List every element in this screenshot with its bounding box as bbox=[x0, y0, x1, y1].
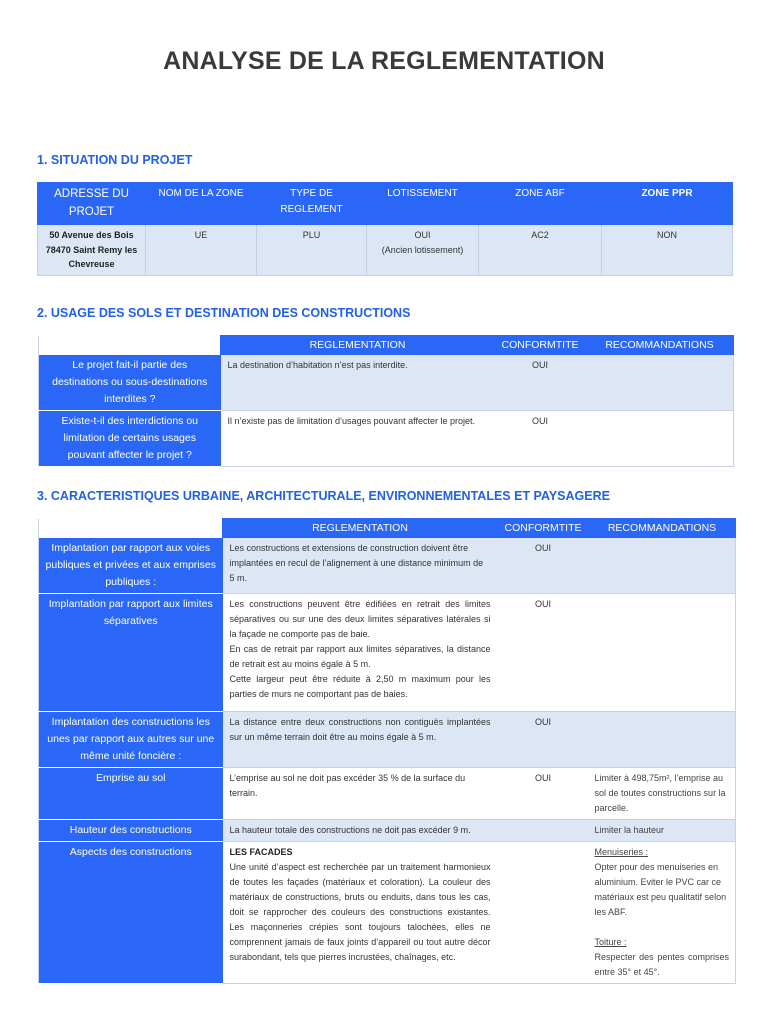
recommendation-paragraph: Respecter des pentes comprises entre 35° et 45°. bbox=[594, 951, 729, 977]
regulation-paragraph: En cas de retrait par rapport aux limites séparatives, la distance de retrait est au moins égale à 5 m. bbox=[229, 643, 491, 669]
recommendation-paragraph: Opter pour des menuiseries en aluminium. Eviter le PVC car ce matériaux est peu qualitatif selon les ABF. bbox=[594, 861, 727, 917]
characteristics-header-row bbox=[39, 519, 736, 538]
table-row bbox=[39, 538, 736, 594]
usage-table bbox=[38, 335, 734, 467]
row-conformity: OUI bbox=[495, 410, 586, 466]
section-3-heading: 3. CARACTERISTIQUES URBAINE, ARCHITECTURALE, ENVIRONNEMENTALES ET PAYSAGERE bbox=[37, 489, 610, 503]
project-address: 50 Avenue des Bois 78470 Saint Remy les Chevreuse bbox=[38, 225, 146, 276]
row-conformity: OUI bbox=[498, 538, 589, 594]
situation-table bbox=[37, 182, 733, 276]
row-regulation: La hauteur totale des constructions ne doit pas excéder 9 m. bbox=[223, 819, 498, 841]
header-recommendations: RECOMMANDATIONS bbox=[589, 519, 736, 538]
row-question: Hauteur des constructions bbox=[39, 819, 223, 841]
row-question: Emprise au sol bbox=[39, 767, 223, 819]
table-row bbox=[39, 711, 736, 767]
row-regulation bbox=[223, 593, 498, 711]
row-conformity bbox=[498, 819, 589, 841]
table-row bbox=[39, 767, 736, 819]
zone-abf-value: AC2 bbox=[479, 225, 602, 276]
row-recommendation bbox=[589, 538, 736, 594]
row-recommendation bbox=[589, 711, 736, 767]
header-blank bbox=[39, 519, 223, 538]
header-blank bbox=[39, 336, 221, 355]
header-recommendations: RECOMMANDATIONS bbox=[586, 336, 734, 355]
table-row bbox=[39, 819, 736, 841]
row-question: Implantation des constructions les unes par rapport aux autres sur une même unité foncière : bbox=[39, 711, 223, 767]
lotissement-note: (Ancien lotissement) bbox=[381, 244, 464, 255]
row-regulation: La destination d’habitation n’est pas interdite. bbox=[221, 355, 495, 411]
regulation-type-value: PLU bbox=[257, 225, 367, 276]
row-recommendation bbox=[586, 355, 734, 411]
row-question: Implantation par rapport aux limites séparatives bbox=[39, 593, 223, 711]
zone-name-value: UE bbox=[146, 225, 257, 276]
row-conformity: OUI bbox=[498, 593, 589, 711]
table-row bbox=[39, 355, 734, 411]
situation-header-row bbox=[38, 183, 733, 225]
header-conformity: CONFORMTITE bbox=[495, 336, 586, 355]
row-regulation bbox=[223, 841, 498, 983]
row-recommendation: Limiter à 498,75m², l’emprise au sol de toutes constructions sur la parcelle. bbox=[589, 767, 736, 819]
section-2-heading: 2. USAGE DES SOLS ET DESTINATION DES CONSTRUCTIONS bbox=[37, 306, 411, 320]
header-zone-ppr: ZONE PPR bbox=[602, 183, 733, 225]
row-question: Aspects des constructions bbox=[39, 841, 223, 983]
row-recommendation bbox=[589, 593, 736, 711]
row-question: Existe-t-il des interdictions ou limitation de certains usages pouvant affecter le projet ? bbox=[39, 410, 221, 466]
row-conformity: OUI bbox=[498, 767, 589, 819]
row-recommendation: Limiter la hauteur bbox=[589, 819, 736, 841]
row-regulation: Il n’existe pas de limitation d’usages pouvant affecter le projet. bbox=[221, 410, 495, 466]
section-1-heading: 1. SITUATION DU PROJET bbox=[37, 153, 193, 167]
header-address: ADRESSE DU PROJET bbox=[38, 183, 146, 225]
regulation-paragraph: Les constructions peuvent être édifiées en retrait des limites séparatives ou sur une des deux limites séparatives latérales si la façade ne comporte pas de baie. bbox=[229, 598, 491, 639]
row-recommendation bbox=[586, 410, 734, 466]
header-regulation: REGLEMENTATION bbox=[221, 336, 495, 355]
regulation-paragraph: Cette largeur peut être réduite à 2,50 m maximum pour les parties de murs ne comportant pas de baies. bbox=[229, 673, 491, 699]
header-regulation-type: TYPE DE REGLEMENT bbox=[257, 183, 367, 225]
header-lotissement: LOTISSEMENT bbox=[367, 183, 479, 225]
row-conformity: OUI bbox=[498, 711, 589, 767]
recommendation-subheading: Toiture : bbox=[594, 936, 627, 947]
usage-header-row bbox=[39, 336, 734, 355]
header-conformity: CONFORMTITE bbox=[498, 519, 589, 538]
row-question: Le projet fait-il partie des destinations ou sous-destinations interdites ? bbox=[39, 355, 221, 411]
row-regulation: L’emprise au sol ne doit pas excéder 35 % de la surface du terrain. bbox=[223, 767, 498, 819]
recommendation-subheading: Menuiseries : bbox=[594, 846, 649, 857]
situation-data-row bbox=[38, 225, 733, 276]
row-regulation: Les constructions et extensions de construction doivent être implantées en recul de l’alignement à une distance minimum de 5 m. bbox=[223, 538, 498, 594]
table-row bbox=[39, 410, 734, 466]
spacer bbox=[595, 920, 730, 935]
regulation-paragraph: Une unité d’aspect est recherchée par un traitement harmonieux de toutes les façades (matériaux et coloration). La couleur des matériaux de constructions, bruts ou enduits, dans tous les cas, doit se rapprocher des couleurs des constructions existantes. Les maçonneries crépies sont toujours talochées, elles ne comprennent jamais de faux joints d’appareil ou tout autre décor surabondant, tels que pierres incrustées, chaînages, etc. bbox=[229, 861, 491, 962]
header-regulation: REGLEMENTATION bbox=[223, 519, 498, 538]
row-conformity bbox=[498, 841, 589, 983]
page-title: ANALYSE DE LA REGLEMENTATION bbox=[163, 47, 605, 75]
header-zone-name: NOM DE LA ZONE bbox=[146, 183, 257, 225]
row-regulation: La distance entre deux constructions non contiguës implantées sur un même terrain doit être au moins égale à 5 m. bbox=[223, 711, 498, 767]
row-conformity: OUI bbox=[495, 355, 586, 411]
row-question: Implantation par rapport aux voies publiques et privées et aux emprises publiques : bbox=[39, 538, 223, 594]
table-row bbox=[39, 593, 736, 711]
table-row bbox=[39, 841, 736, 983]
lotissement-value bbox=[367, 225, 479, 276]
regulation-subheading: LES FACADES bbox=[229, 846, 293, 857]
lotissement-answer: OUI bbox=[414, 230, 431, 240]
characteristics-table bbox=[38, 518, 736, 984]
header-zone-abf: ZONE ABF bbox=[479, 183, 602, 225]
zone-ppr-value: NON bbox=[602, 225, 733, 276]
row-recommendation bbox=[589, 841, 736, 983]
